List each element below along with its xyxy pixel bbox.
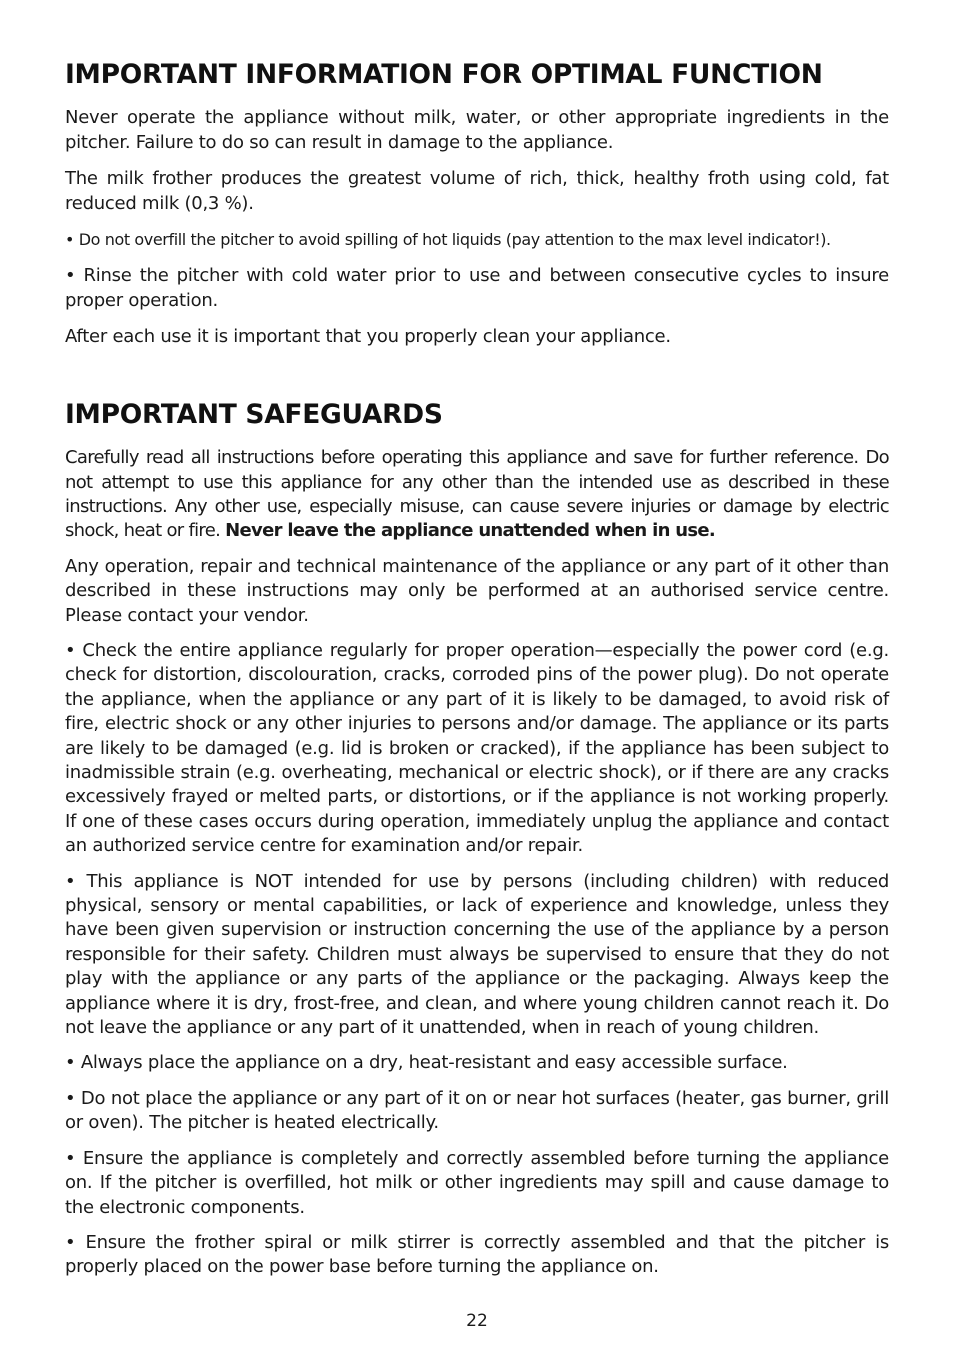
intro-text: Carefully read all instructions before operating this appliance and save for further reference. Do not attempt to use this appliance for any other than the intended use as described in these instructions. Any other use, especially misuse, can cause severe injuries or damage by electric shock, heat or fire.	[65, 447, 889, 542]
paragraph: The milk frother produces the greatest volume of rich, thick, healthy froth using cold, fat reduced milk (0,3 %).	[65, 168, 889, 214]
section-title: IMPORTANT SAFEGUARDS	[65, 398, 443, 430]
section-title: IMPORTANT INFORMATION FOR OPTIMAL FUNCTION	[65, 59, 823, 90]
bullet-paragraph: • Do not overfill the pitcher to avoid spilling of hot liquids (pay attention to the max level indicator!).	[65, 230, 831, 250]
bullet-paragraph: • Rinse the pitcher with cold water prior to use and between consecutive cycles to insure proper operation.	[65, 265, 889, 311]
section-optimal-function	[65, 58, 889, 350]
bullet-paragraph: • This appliance is NOT intended for use by persons (including children) with reduced physical, sensory or mental capabilities, or lack of experience and knowledge, unless they have been given supervision or instruction concerning the use of the appliance by a person responsible for their safety. Children must always be supervised to ensure that they do not play with the appliance or any parts of the appliance or the packaging. Always keep the appliance where it is dry, frost-free, and clean, and where young children cannot reach it. Do not leave the appliance or any part of it unattended, when in reach of young children.	[65, 870, 889, 1039]
bullet-paragraph: • Always place the appliance on a dry, heat-resistant and easy accessible surface.	[65, 1052, 788, 1074]
bullet-paragraph: • Check the entire appliance regularly for proper operation—especially the power cord (e.g. check for distortion, discolouration, cracks, corroded pins of the power plug). Do not operate the appliance, when the appliance or any part of it is likely to be damaged, to avoid risk of fire, electric shock or any other injuries to persons and/or damage. The appliance or its parts are likely to be damaged (e.g. lid is broken or cracked), if the appliance has been subject to inadmissible strain (e.g. overheating, mechanical or electric shock), or if there are any cracks excessively frayed or melted parts, or distortions, or if the appliance is not working properly. If one of these cases occurs during operation, immediately unplug the appliance and contact an authorized service centre for examination and/or repair.	[65, 639, 889, 857]
intro-warning: Never leave the appliance unattended when in use.	[225, 520, 716, 542]
bullet-paragraph: • Ensure the frother spiral or milk stirrer is correctly assembled and that the pitcher is properly placed on the power base before turning the appliance on.	[65, 1231, 889, 1278]
page-content	[65, 58, 889, 1291]
bullet-paragraph: • Do not place the appliance or any part of it on or near hot surfaces (heater, gas burner, grill or oven). The pitcher is heated electrically.	[65, 1087, 889, 1134]
paragraph: Never operate the appliance without milk, water, or other appropriate ingredients in the pitcher. Failure to do so can result in damage to the appliance.	[65, 107, 889, 153]
page-number: 22	[466, 1311, 488, 1331]
paragraph: After each use it is important that you properly clean your appliance.	[65, 326, 671, 348]
section-safeguards	[65, 398, 889, 1280]
intro-paragraph	[65, 446, 889, 544]
paragraph: Any operation, repair and technical maintenance of the appliance or any part of it other than described in these instructions may only be performed at an authorised service centre. Please contact your vendor.	[65, 555, 889, 626]
bullet-paragraph: • Ensure the appliance is completely and correctly assembled before turning the appliance on. If the pitcher is overfilled, hot milk or other ingredients may spill and cause damage to the electronic components.	[65, 1147, 889, 1218]
